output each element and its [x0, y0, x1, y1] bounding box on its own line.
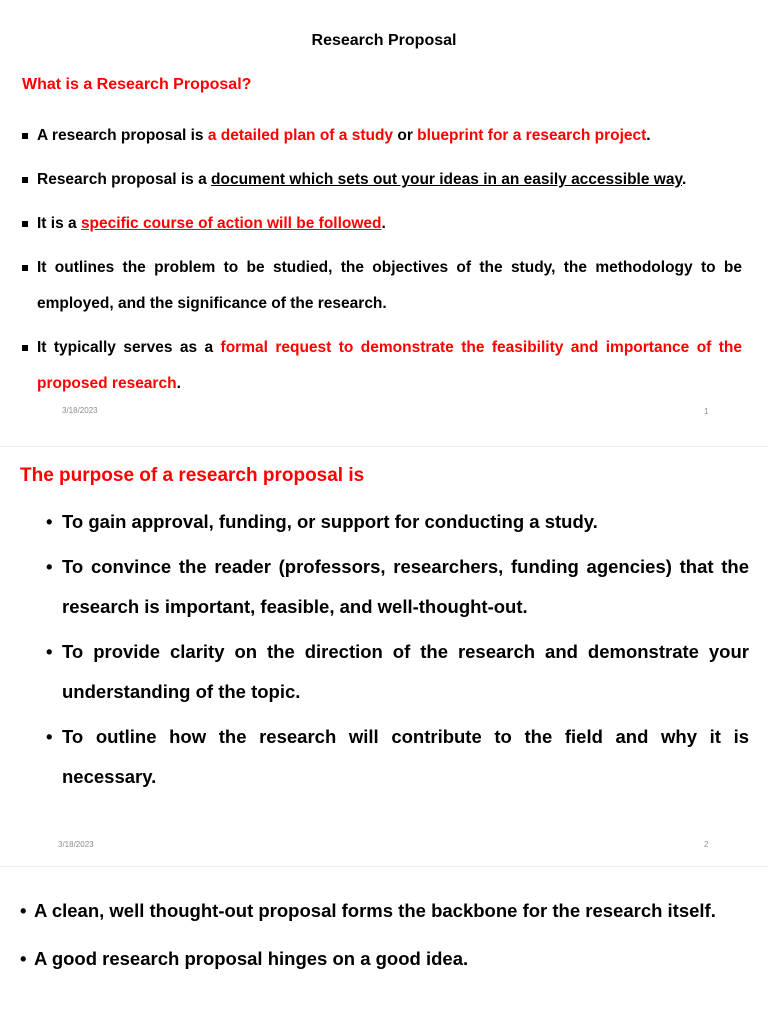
bullet-text: To provide clarity on the direction of the research and demonstrate your understanding of the topic. — [62, 641, 749, 702]
bullet-text-run: Research proposal is a — [37, 171, 212, 188]
bullet-text: To gain approval, funding, or support for conducting a study. — [62, 511, 598, 532]
purpose-bullet-list — [46, 502, 749, 802]
square-bullet-icon — [22, 133, 28, 139]
bullet-dot-icon: • — [46, 641, 53, 662]
purpose-bullet — [46, 502, 749, 542]
bullet-text-run: . — [681, 171, 687, 188]
bullet-text-run: A research proposal is — [37, 127, 208, 144]
bullet-text-run: specific course of action will be followed — [80, 215, 382, 232]
square-bullet-icon — [22, 221, 28, 227]
bullet-text-run: document which sets out your ideas in an easily accessible way — [211, 171, 682, 188]
slide-1-page-number: 1 — [704, 407, 709, 416]
bullet-dot-icon: • — [20, 900, 27, 921]
bullet-dot-icon: • — [46, 726, 53, 747]
definition-bullet — [22, 330, 742, 402]
definition-bullet — [22, 250, 742, 322]
bullet-text-run: It typically serves as a — [37, 339, 221, 356]
definition-bullet — [22, 206, 742, 242]
bullet-text-run: It is a — [37, 215, 81, 232]
idea-bullet-list — [20, 891, 749, 987]
bullet-text: A clean, well thought-out proposal forms the backbone for the research itself. — [34, 900, 716, 921]
square-bullet-icon — [22, 345, 28, 351]
bullet-text-run: or — [393, 127, 418, 144]
bullet-text-run: . — [646, 127, 651, 144]
idea-bullet — [20, 891, 749, 931]
idea-bullet — [20, 939, 749, 979]
definition-bullet — [22, 118, 742, 154]
bullet-text-run: . — [381, 215, 386, 232]
bullet-text: To convince the reader (professors, researchers, funding agencies) that the research is important, feasible, and well-thought-out. — [62, 556, 749, 617]
bullet-text-run: It outlines the problem to be studied, the objectives of the study, the methodology to be employed, and the significance of the research. — [37, 259, 742, 312]
slide-2-footer-date: 3/18/2023 — [58, 840, 94, 849]
slide-1-footer-date: 3/18/2023 — [62, 406, 98, 415]
slide-divider — [0, 446, 768, 447]
bullet-text: To outline how the research will contribute to the field and why it is necessary. — [62, 726, 749, 787]
bullet-dot-icon: • — [20, 948, 27, 969]
bullet-text-run: . — [176, 375, 181, 392]
definition-bullet — [22, 162, 742, 198]
bullet-text-run: a detailed plan of a study — [207, 127, 394, 144]
section-heading-what-is: What is a Research Proposal? — [22, 76, 252, 93]
page-title: Research Proposal — [311, 32, 457, 49]
bullet-dot-icon: • — [46, 511, 53, 532]
square-bullet-icon — [22, 177, 28, 183]
bullet-dot-icon: • — [46, 556, 53, 577]
bullet-text: A good research proposal hinges on a good idea. — [34, 948, 469, 969]
slide-2-page-number: 2 — [704, 840, 709, 849]
purpose-bullet — [46, 717, 749, 797]
slide-divider — [0, 866, 768, 867]
square-bullet-icon — [22, 265, 28, 271]
purpose-bullet — [46, 547, 749, 627]
bullet-text-run: blueprint for a research project — [417, 127, 647, 144]
section-heading-purpose: The purpose of a research proposal is — [20, 465, 365, 486]
bullet-text-run: formal request to demonstrate the feasibility and importance of the proposed research — [37, 339, 742, 392]
purpose-bullet — [46, 632, 749, 712]
definition-bullet-list — [22, 118, 742, 410]
